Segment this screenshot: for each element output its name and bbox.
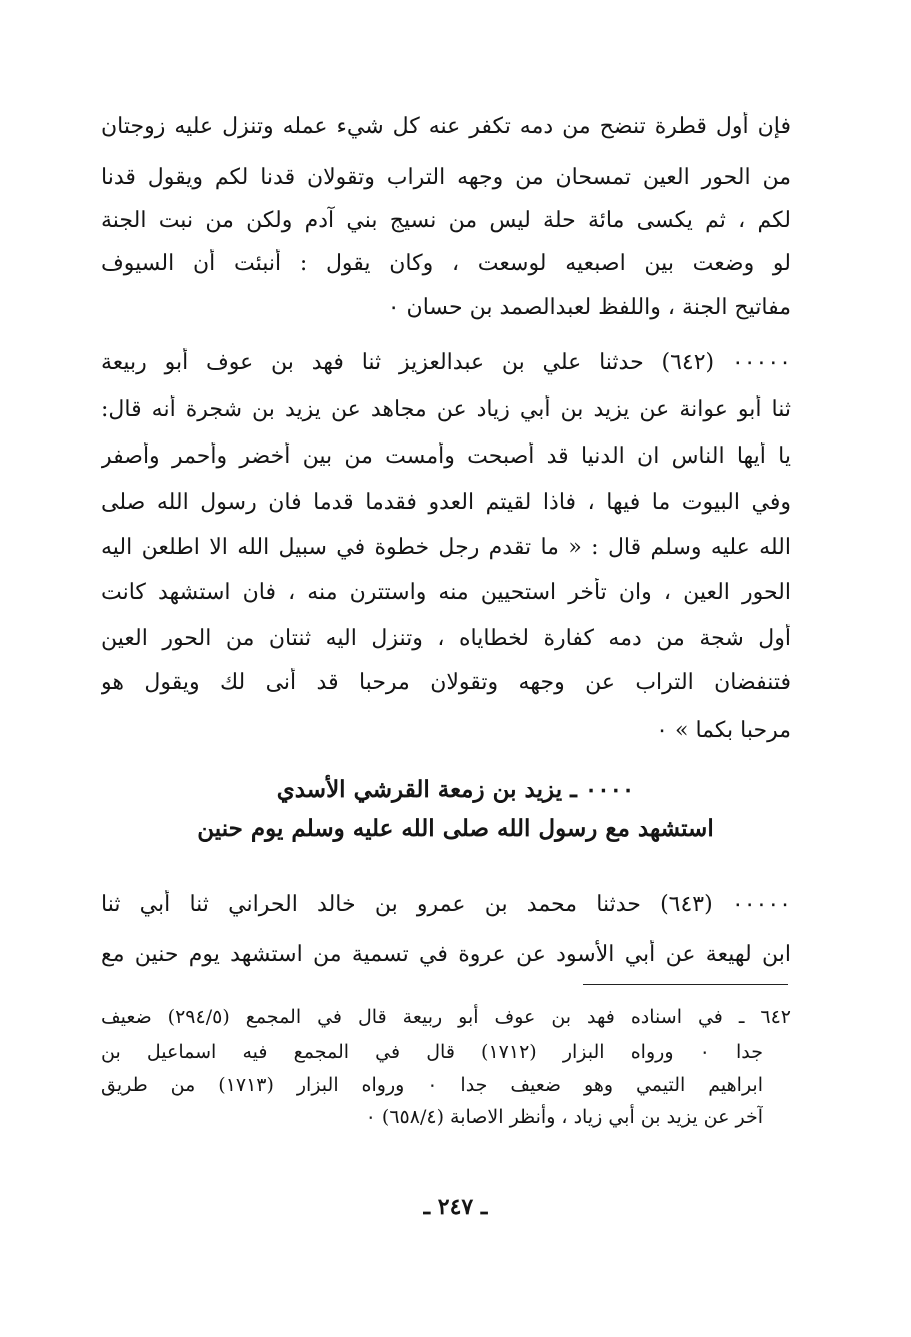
footnote-line: آخر عن يزيد بن أبي زياد ، وأنظر الاصابة (٦٥٨/٤) ٠ <box>365 1106 763 1128</box>
text-line: فإن أول قطرة تنضح من دمه تكفر عنه كل شيء عمله وتنزل عليه زوجتان <box>101 114 791 139</box>
text-line: مفاتيح الجنة ، واللفظ لعبدالصمد بن حسان ٠ <box>387 295 791 320</box>
section-heading: ٠٠٠٠ ـ يزيد بن زمعة القرشي الأسدي <box>276 776 635 803</box>
text-line: مرحبا بكما » ٠ <box>656 718 791 743</box>
footnote-line: جدا ٠ ورواه البزار (١٧١٢) قال في المجمع فيه اسماعيل بن <box>101 1041 763 1063</box>
text-line: من الحور العين تمسحان من وجهه التراب وتقولان قدنا لكم ويقول قدنا <box>101 165 791 190</box>
footnote-separator <box>583 984 788 985</box>
section-subheading: استشهد مع رسول الله صلى الله عليه وسلم يوم حنين <box>197 815 714 842</box>
text-line: أول شجة من دمه كفارة لخطاياه ، وتنزل اليه ثنتان من الحور العين <box>101 626 791 651</box>
footnote-line: ٦٤٢ ـ في اسناده فهد بن عوف أبو ربيعة قال في المجمع (٢٩٤/٥) ضعيف <box>101 1006 791 1028</box>
footnote-line: ابراهيم التيمي وهو ضعيف جدا ٠ ورواه البزار (١٧١٣) من طريق <box>101 1074 763 1096</box>
text-line: ٠٠٠٠٠ (٦٤٢) حدثنا علي بن عبدالعزيز ثنا فهد بن عوف أبو ربيعة <box>101 350 791 375</box>
text-line: ثنا أبو عوانة عن يزيد بن أبي زياد عن مجاهد عن يزيد بن شجرة أنه قال: <box>101 397 791 422</box>
page-number: ـ ٢٤٧ ـ <box>423 1194 488 1220</box>
text-line: وفي البيوت ما فيها ، فاذا لقيتم العدو فقدما قدما فان رسول الله صلى <box>101 490 791 515</box>
text-line: ابن لهيعة عن أبي الأسود عن عروة في تسمية من استشهد يوم حنين مع <box>101 942 791 967</box>
text-line: الله عليه وسلم قال : « ما تقدم رجل خطوة في سبيل الله الا اطلعن اليه <box>101 535 791 560</box>
text-line: الحور العين ، وان تأخر استحيين منه واستترن منه ، فان استشهد كانت <box>101 580 791 605</box>
text-line: يا أيها الناس ان الدنيا قد أصبحت وأمست من بين أخضر وأحمر وأصفر <box>101 444 791 469</box>
text-line: ٠٠٠٠٠ (٦٤٣) حدثنا محمد بن عمرو بن خالد الحراني ثنا أبي ثنا <box>101 892 791 917</box>
text-line: لو وضعت بين اصبعيه لوسعت ، وكان يقول : أنبئت أن السيوف <box>101 251 791 276</box>
text-line: لكم ، ثم يكسى مائة حلة ليس من نسيج بني آدم ولكن من نبت الجنة <box>101 208 791 233</box>
text-line: فتنفضان التراب عن وجهه وتقولان مرحبا قد أنى لك ويقول هو <box>101 670 791 695</box>
